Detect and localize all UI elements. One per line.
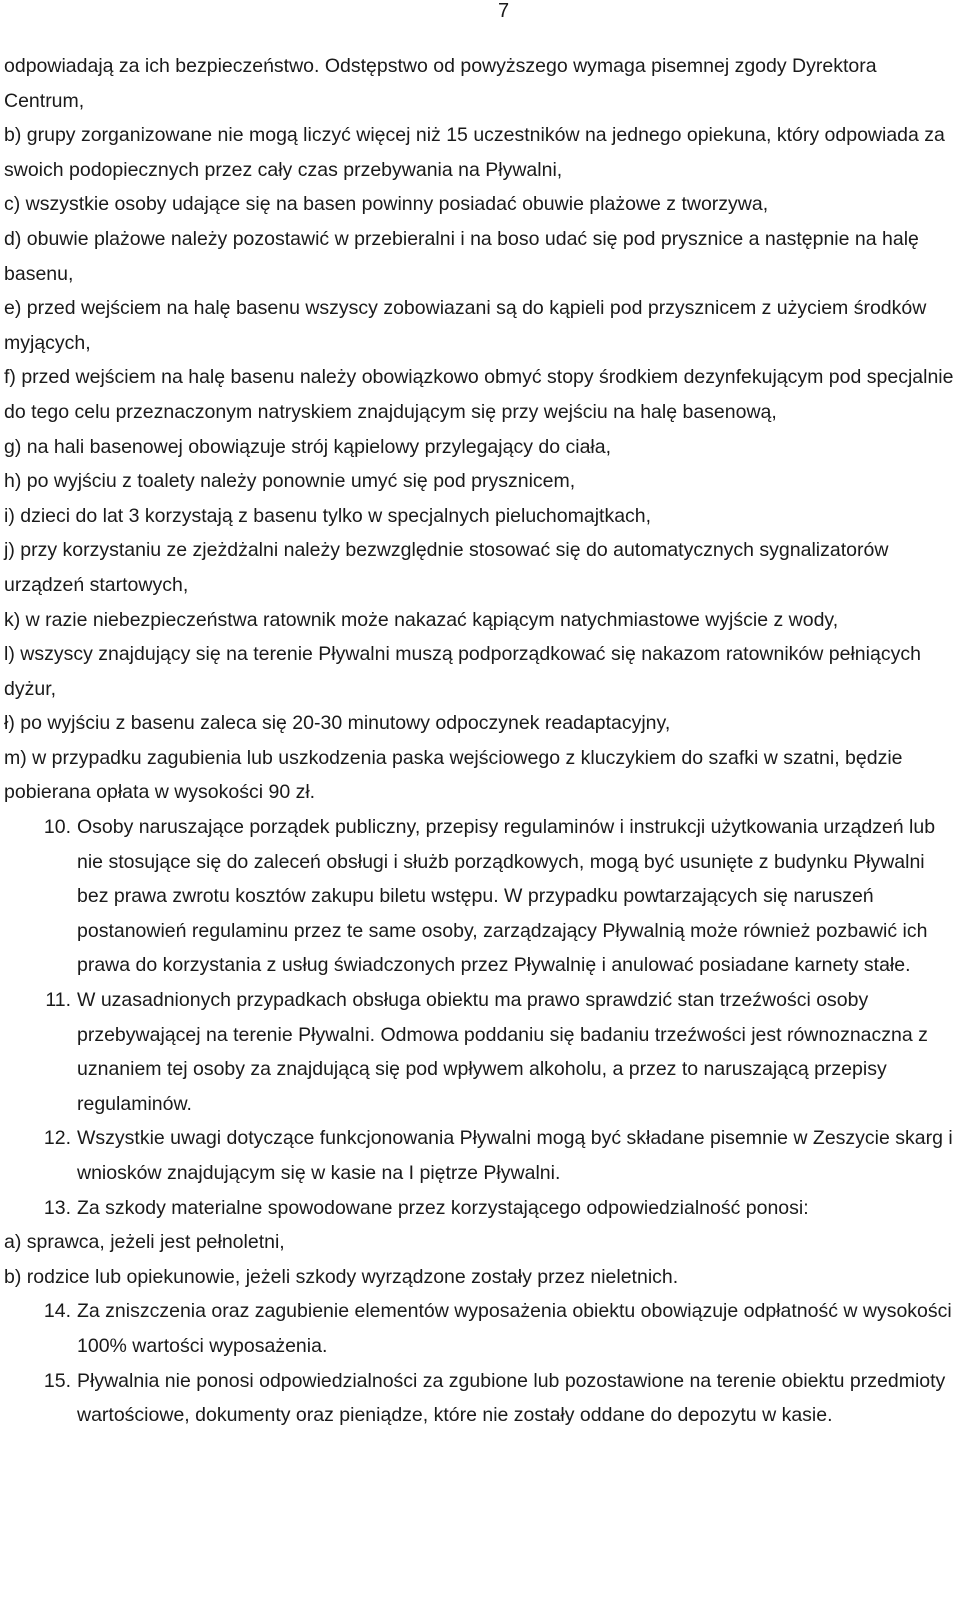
- numbered-item-11: [4, 983, 956, 1121]
- list-item-k: k) w razie niebezpieczeństwa ratownik może nakazać kąpiącym natychmiastowe wyjście z wody,: [4, 608, 839, 631]
- item-number: 10.: [43, 816, 71, 839]
- item-text: Wszystkie uwagi dotyczące funkcjonowania Pływalni mogą być składane pisemnie w Zeszycie skarg i wniosków znajdującym się w kasie na I piętrze Pływalni.: [77, 1127, 953, 1184]
- item-text: Za szkody materialne spowodowane przez korzystającego odpowiedzialność ponosi:: [77, 1196, 809, 1219]
- item-text: Za zniszczenia oraz zagubienie elementów wyposażenia obiektu obowiązuje odpłatność w wysokości 100% wartości wyposażenia.: [77, 1300, 952, 1357]
- document-body: [4, 49, 956, 1433]
- paragraph-intro: odpowiadają za ich bezpieczeństwo. Odstępstwo od powyższego wymaga pisemnej zgody Dyrektora Centrum,: [4, 55, 877, 112]
- numbered-item-14: [4, 1294, 956, 1363]
- item-number: 15.: [43, 1369, 71, 1392]
- list-item-b: b) grupy zorganizowane nie mogą liczyć więcej niż 15 uczestników na jednego opiekuna, który odpowiada za swoich podopiecznych przez cały czas przebywania na Pływalni,: [4, 124, 945, 181]
- list-item-l-stroke: ł) po wyjściu z basenu zaleca się 20-30 minutowy odpoczynek readaptacyjny,: [4, 712, 671, 735]
- list-item-e: e) przed wejściem na halę basenu wszyscy zobowiazani są do kąpieli pod przysznicem z użyciem środków myjących,: [4, 297, 927, 354]
- numbered-item-10: [4, 810, 956, 983]
- numbered-item-12: [4, 1121, 956, 1190]
- numbered-item-15: [4, 1364, 956, 1433]
- list-item-h: h) po wyjściu z toalety należy ponownie umyć się pod prysznicem,: [4, 470, 576, 493]
- numbered-item-13: [4, 1191, 956, 1226]
- page-number: 7: [498, 0, 510, 22]
- list-item-d: d) obuwie plażowe należy pozostawić w przebieralni i na boso udać się pod prysznice a następnie na halę basenu,: [4, 227, 919, 285]
- item-number: 12.: [43, 1127, 71, 1150]
- list-item-m: m) w przypadku zagubienia lub uszkodzenia paska wejściowego z kluczykiem do szafki w szatni, będzie pobierana opłata w wysokości 90 zł.: [4, 746, 903, 804]
- list-item-i: i) dzieci do lat 3 korzystają z basenu tylko w specjalnych pieluchomajtkach,: [4, 504, 652, 527]
- list-item-j: j) przy korzystaniu ze zjeżdżalni należy bezwzględnie stosować się do automatycznych sygnalizatorów urządzeń startowych,: [4, 539, 889, 596]
- list-item-l: l) wszyscy znajdujący się na terenie Pływalni muszą podporządkować się nakazom ratowników pełniących dyżur,: [4, 643, 921, 700]
- item-text: W uzasadnionych przypadkach obsługa obiektu ma prawo sprawdzić stan trzeźwości osoby przebywającej na terenie Pływalni. Odmowa poddaniu się badaniu trzeźwości jest równoznaczna z uznaniem tej osoby za znajdującą się pod wpływem alkoholu, a przez to naruszającą przepisy regulaminów.: [77, 989, 928, 1115]
- list-item-c: c) wszystkie osoby udające się na basen powinny posiadać obuwie plażowe z tworzywa,: [4, 193, 769, 216]
- item-text: Osoby naruszające porządek publiczny, przepisy regulaminów i instrukcji użytkowania urządzeń lub nie stosujące się do zaleceń obsługi i służb porządkowych, mogą być usunięte z budynku Pływalni bez prawa zwrotu kosztów zakupu biletu wstępu. W przypadku powtarzających się naruszeń postanowień regulaminu przez te same osoby, zarządzający Pływalnią może również pozbawić ich prawa do korzystania z usług świadczonych przez Pływalnię i anulować posiadane karnety stałe.: [77, 816, 936, 977]
- list-item-g: g) na hali basenowej obowiązuje strój kąpielowy przylegający do ciała,: [4, 435, 612, 458]
- item-13-sub-b: b) rodzice lub opiekunowie, jeżeli szkody wyrządzone zostały przez nieletnich.: [4, 1265, 679, 1288]
- item-13-sub-a: a) sprawca, jeżeli jest pełnoletni,: [4, 1231, 285, 1254]
- item-number: 11.: [45, 989, 71, 1012]
- item-number: 14.: [43, 1300, 71, 1323]
- item-number: 13.: [43, 1196, 71, 1219]
- item-text: Pływalnia nie ponosi odpowiedzialności za zgubione lub pozostawione na terenie obiektu przedmioty wartościowe, dokumenty oraz pieniądze, które nie zostały oddane do depozytu w kasie.: [77, 1369, 946, 1427]
- list-item-f: f) przed wejściem na halę basenu należy obowiązkowo obmyć stopy środkiem dezynfekującym pod specjalnie do tego celu przeznaczonym natryskiem znajdującym się przy wejściu na halę basenową,: [4, 366, 954, 423]
